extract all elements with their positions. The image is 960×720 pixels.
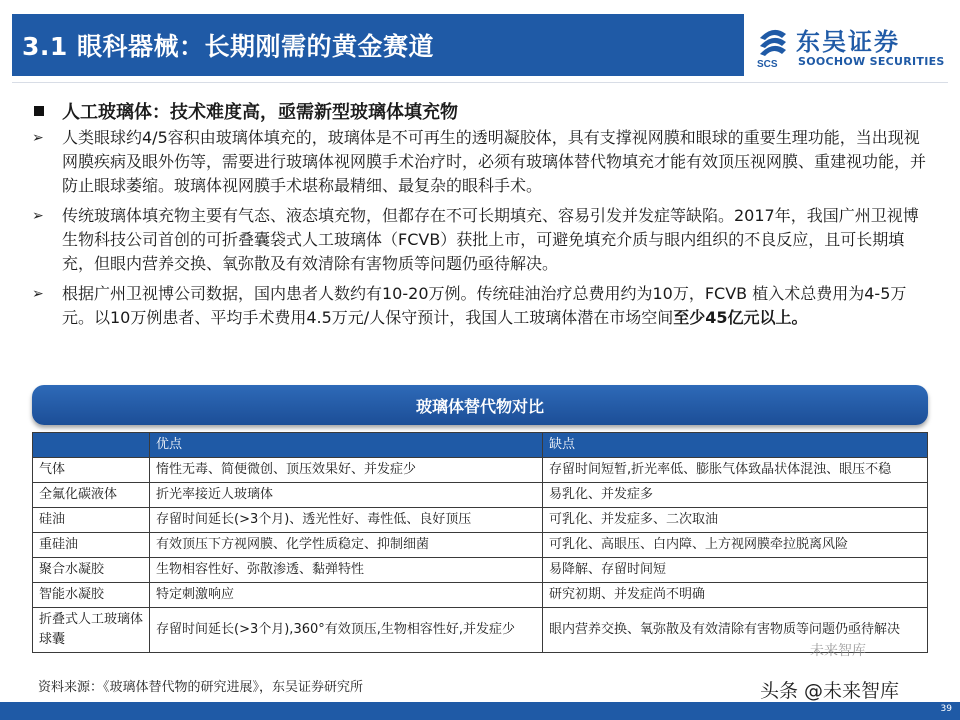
watermark: 头条 @未来智库	[760, 680, 900, 702]
table-cell: 重硅油	[33, 533, 150, 558]
table-row	[33, 508, 928, 533]
table-cell: 存留时间延长(>3个月)、透光性好、毒性低、良好顶压	[150, 508, 543, 533]
table-cell: 生物相容性好、弥散渗透、黏弹特性	[150, 558, 543, 583]
table-row	[33, 483, 928, 508]
table-cell: 惰性无毒、简便微创、顶压效果好、并发症少	[150, 458, 543, 483]
page-number: 39	[940, 704, 952, 714]
bullet-text	[62, 282, 930, 330]
title-bar	[12, 14, 744, 76]
logo-abbr: SCS	[757, 59, 778, 68]
table-cell: 可乳化、高眼压、白内障、上方视网膜牵拉脱离风险	[543, 533, 928, 558]
table-header-row	[33, 433, 928, 458]
logo-chinese-name: 东吴证券	[796, 28, 900, 56]
table-header-cell: 优点	[150, 433, 543, 458]
table-cell: 可乳化、并发症多、二次取油	[543, 508, 928, 533]
table-cell: 特定刺激响应	[150, 583, 543, 608]
table-cell: 智能水凝胶	[33, 583, 150, 608]
table-header-cell: 缺点	[543, 433, 928, 458]
table-title: 玻璃体替代物对比	[415, 396, 544, 416]
company-logo	[752, 16, 952, 76]
footer-bar	[0, 702, 960, 720]
bullet-item	[30, 282, 930, 330]
bullet-text-regular: 根据广州卫视博公司数据，国内患者人数约有10-20万例。传统硅油治疗总费用约为10万，FCVB 植入术总费用为4-5万元。以10万例患者、平均手术费用4.5万元/人保守预计，我国人工玻璃体潜在市场空间	[62, 284, 907, 327]
table-row	[33, 533, 928, 558]
logo-icon	[756, 22, 790, 68]
table-cell: 全氟化碳液体	[33, 483, 150, 508]
table-cell: 折叠式人工玻璃体球囊	[33, 608, 150, 653]
header-divider	[12, 82, 948, 83]
table-row	[33, 458, 928, 483]
table-cell: 存留时间延长(>3个月),360°有效顶压,生物相容性好,并发症少	[150, 608, 543, 653]
arrow-bullet-icon: ➢	[32, 208, 44, 224]
arrow-bullet-icon: ➢	[32, 286, 44, 302]
table-cell: 存留时间短暂,折光率低、膨胀气体致晶状体混浊、眼压不稳	[543, 458, 928, 483]
bullet-list	[30, 126, 930, 336]
table-header-cell	[33, 433, 150, 458]
table-row	[33, 558, 928, 583]
bullet-text: 传统玻璃体填充物主要有气态、液态填充物，但都存在不可长期填充、容易引发并发症等缺陷。2017年，我国广州卫视博生物科技公司首创的可折叠囊袋式人工玻璃体（FCVB）获批上市，可避免填充介质与眼内组织的不良反应，且可长期填充，但眼内营养交换、氧弥散及有效清除有害物质等问题仍亟待解决。	[62, 206, 919, 273]
table-cell: 有效顶压下方视网膜、化学性质稳定、抑制细菌	[150, 533, 543, 558]
table-title-banner	[32, 385, 928, 425]
section-heading	[34, 98, 458, 124]
table-cell: 易降解、存留时间短	[543, 558, 928, 583]
bullet-text-bold: 至少45亿元以上。	[673, 308, 808, 327]
page-title: 3.1 眼科器械：长期刚需的黄金赛道	[22, 32, 434, 61]
bullet-text: 人类眼球约4/5容积由玻璃体填充的，玻璃体是不可再生的透明凝胶体，具有支撑视网膜和眼球的重要生理功能，当出现视网膜疾病及眼外伤等，需要进行玻璃体视网膜手术治疗时，必须有玻璃体替代物填充才能有效顶压视网膜、重建视功能，并防止眼球萎缩。玻璃体视网膜手术堪称最精细、最复杂的眼科手术。	[62, 128, 927, 195]
logo-english-name: SOOCHOW SECURITIES	[798, 55, 945, 68]
source-note: 资料来源：《玻璃体替代物的研究进展》，东吴证券研究所	[38, 680, 364, 695]
table-cell: 研究初期、并发症尚不明确	[543, 583, 928, 608]
table-cell: 易乳化、并发症多	[543, 483, 928, 508]
table-cell: 硅油	[33, 508, 150, 533]
table-cell: 折光率接近人玻璃体	[150, 483, 543, 508]
table-cell: 聚合水凝胶	[33, 558, 150, 583]
table-cell: 气体	[33, 458, 150, 483]
bullet-item	[30, 204, 930, 276]
comparison-table	[32, 432, 928, 653]
bullet-item	[30, 126, 930, 198]
table-cell: 眼内营养交换、氧弥散及有效清除有害物质等问题仍亟待解决	[543, 608, 928, 653]
section-heading-text: 人工玻璃体：技术难度高，亟需新型玻璃体填充物	[62, 102, 458, 123]
table-row	[33, 608, 928, 653]
arrow-bullet-icon: ➢	[32, 130, 44, 146]
watermark-faint: 未来智库	[810, 643, 866, 659]
square-bullet-icon	[34, 106, 44, 116]
table-row	[33, 583, 928, 608]
